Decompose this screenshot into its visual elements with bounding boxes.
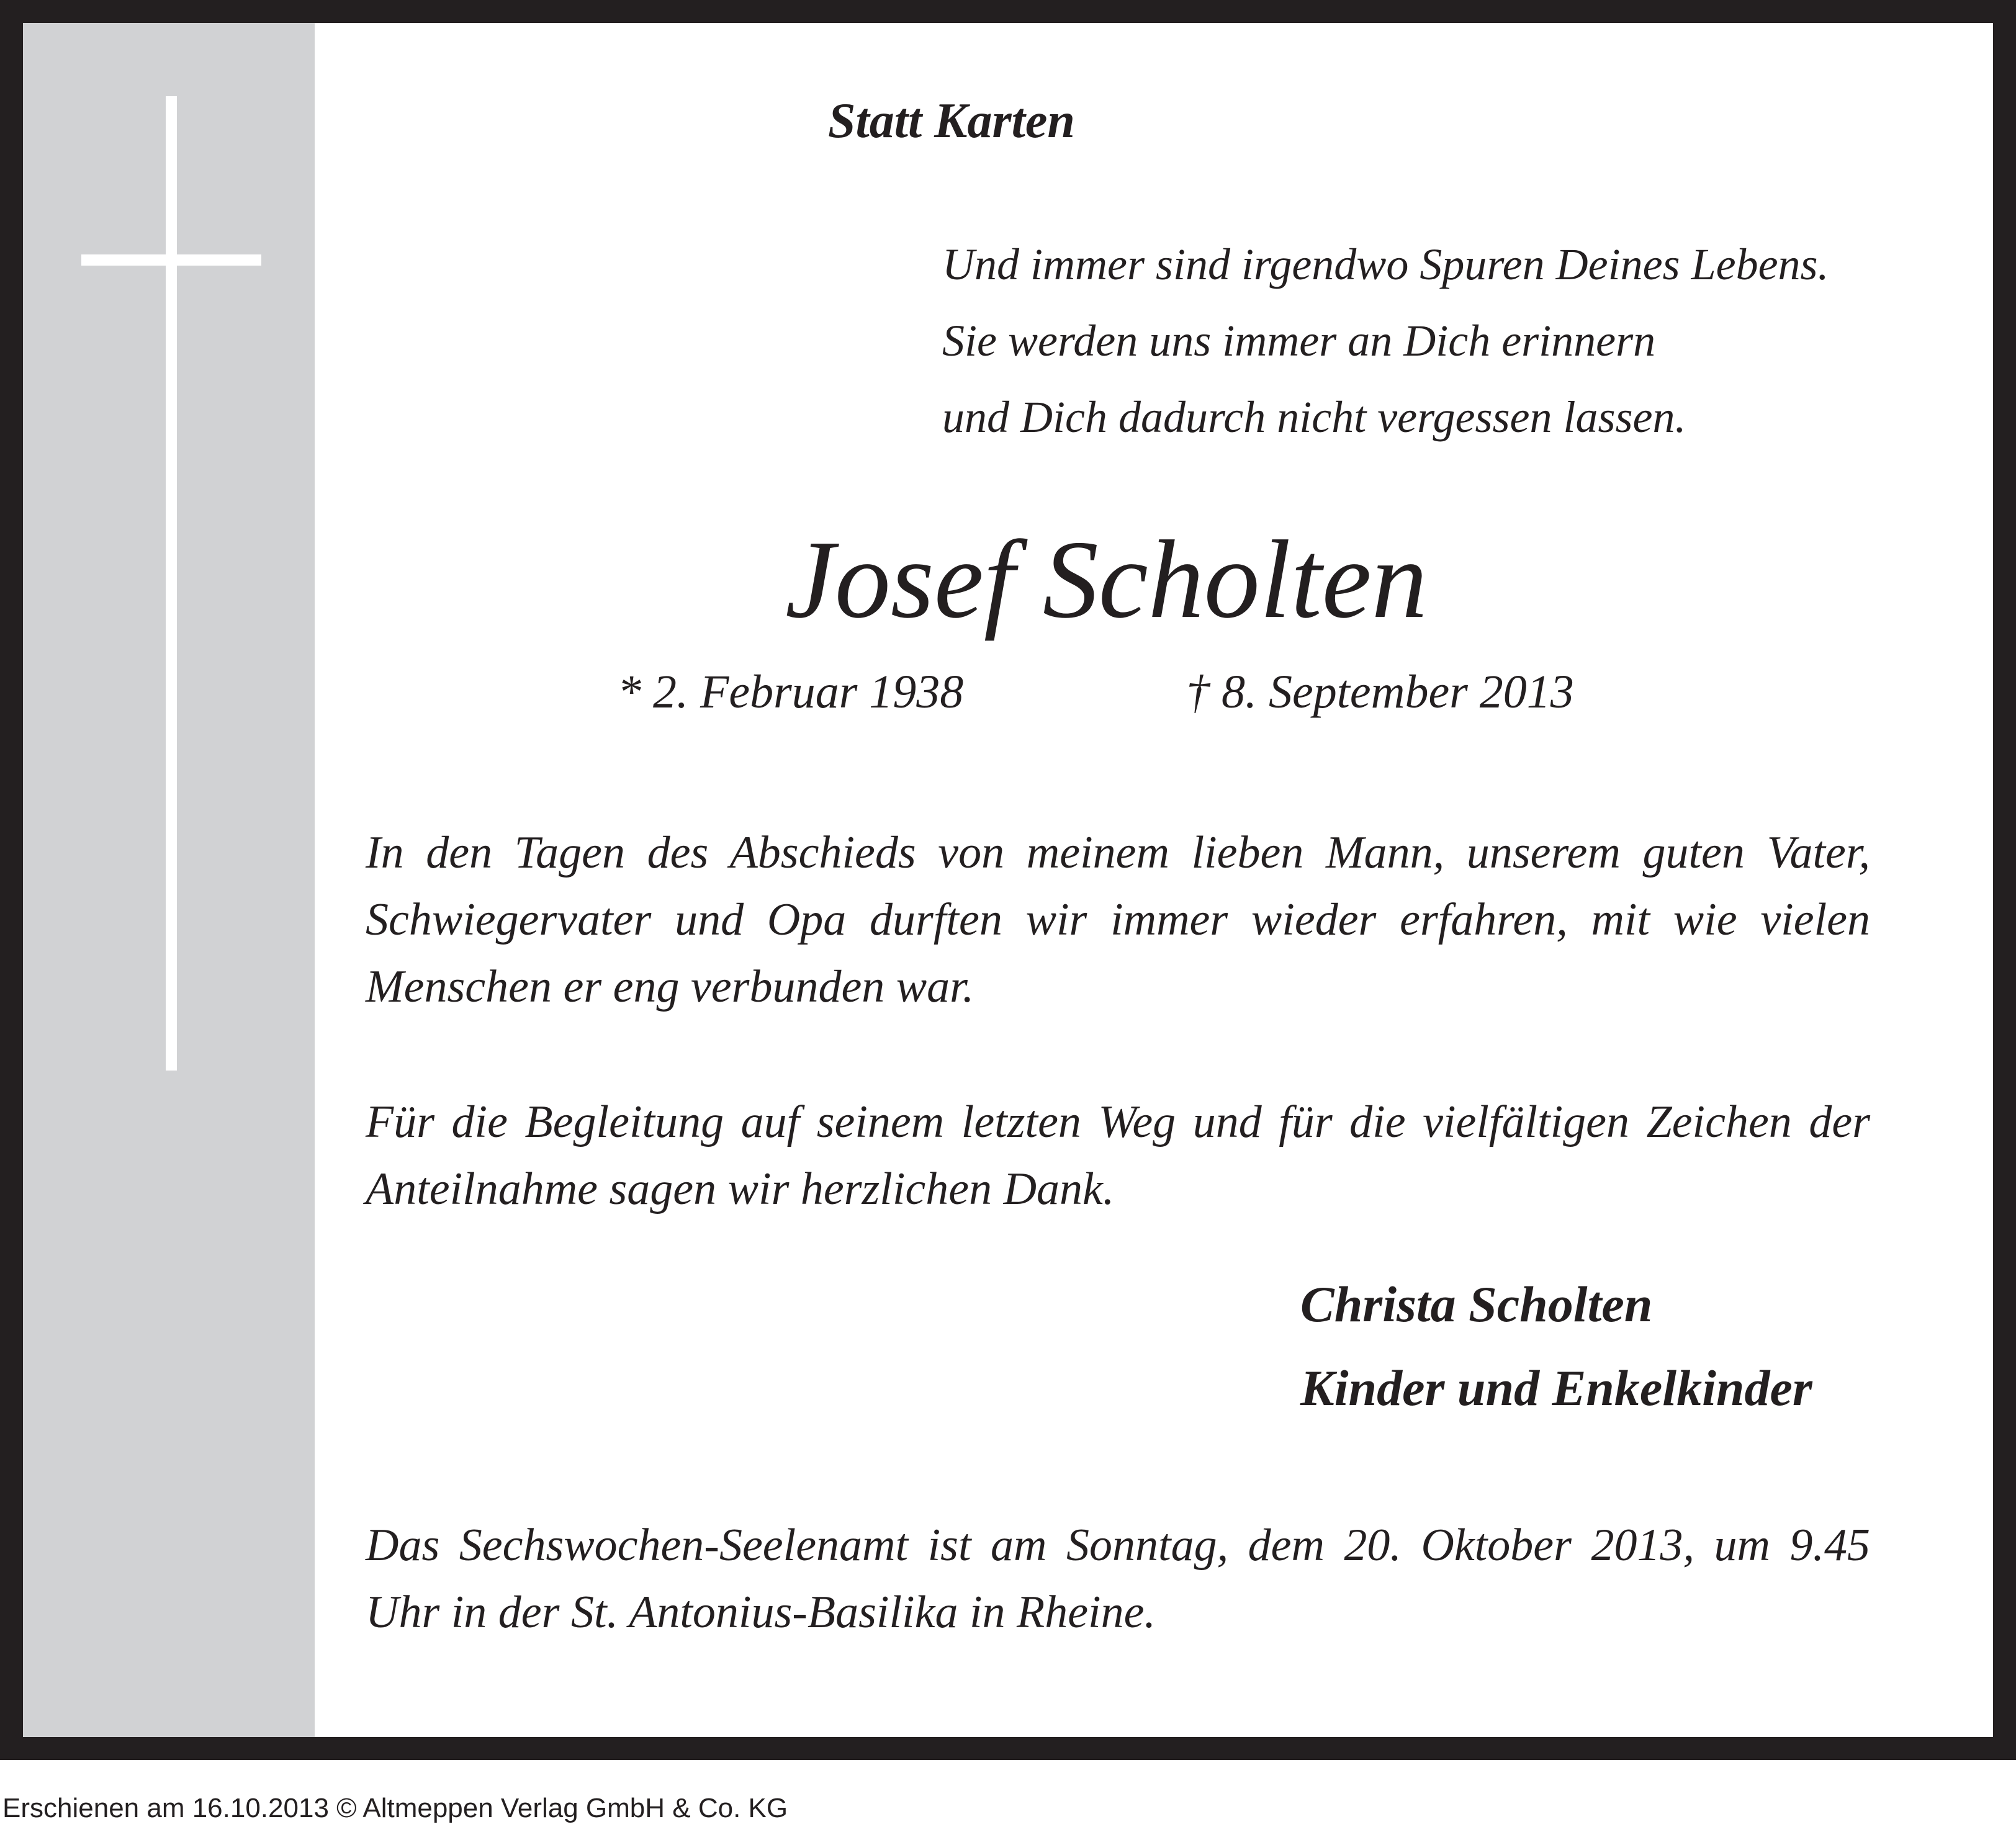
death-date: † 8. September 2013 xyxy=(1186,666,1574,718)
signature-line: Kinder und Enkelkinder xyxy=(1300,1360,1812,1416)
deceased-name: Josef Scholten xyxy=(785,518,1428,641)
service-note: Das Sechswochen-Seelenamt ist am Sonntag, dem 20. Oktober 2013, um 9.45 Uhr in der St. Antonius-Basilika in Rheine. xyxy=(366,1520,1870,1638)
thanks-paragraph: In den Tagen des Abschieds von meinem lieben Mann, unserem guten Vater, Schwiegervater und Opa durften wir immer wieder erfahren, mit wie vielen Menschen er eng verbunden war. xyxy=(366,827,1870,1012)
birth-date: * 2. Februar 1938 xyxy=(618,666,964,718)
motto-line: Und immer sind irgendwo Spuren Deines Lebens. xyxy=(942,240,1829,289)
cross-icon-bar xyxy=(81,254,261,266)
side-band xyxy=(23,23,315,1737)
publication-footer: Erschienen am 16.10.2013 © Altmeppen Verlag GmbH & Co. KG xyxy=(2,1793,788,1823)
motto-line: Sie werden uns immer an Dich erinnern xyxy=(942,316,1656,366)
notice-header: Statt Karten xyxy=(828,94,1075,148)
motto-verse xyxy=(942,227,1935,456)
thanks-paragraph: Für die Begleitung auf seinem letzten Weg und für die vielfältigen Zeichen der Anteilnahme sagen wir herzlichen Dank. xyxy=(366,1097,1870,1215)
motto-line: und Dich dadurch nicht vergessen lassen. xyxy=(942,392,1686,442)
cross-icon xyxy=(166,96,177,1071)
signature-line: Christa Scholten xyxy=(1300,1276,1653,1332)
